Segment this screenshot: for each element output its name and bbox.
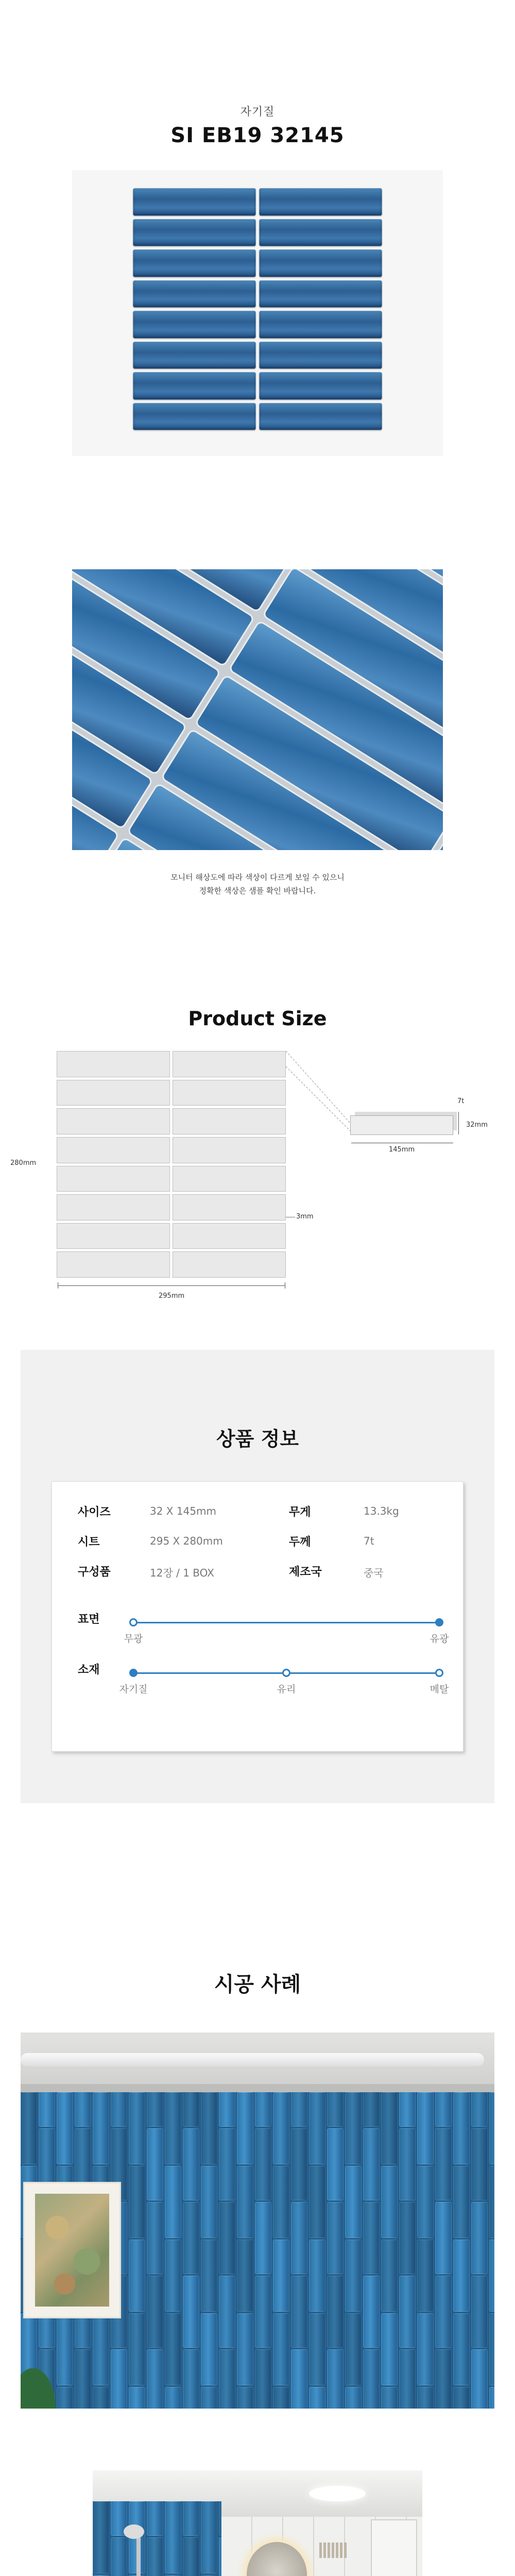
wall-tile — [327, 2202, 344, 2274]
sheet-tile — [259, 249, 382, 277]
sheet-tile — [259, 219, 382, 247]
wall-tile — [381, 2313, 398, 2385]
sheet-tile — [133, 219, 256, 247]
sheet-width-label: 295mm — [159, 1292, 185, 1300]
wall-tile — [165, 2313, 181, 2385]
product-sheet-photo — [72, 170, 443, 456]
wall-tile — [471, 2202, 488, 2274]
info-value-origin: 중국 — [364, 1567, 384, 1579]
surface-label: 표면 — [78, 1613, 100, 1626]
wall-tile — [147, 2128, 163, 2200]
dimension-tile — [173, 1137, 286, 1163]
towel-rack — [319, 2543, 348, 2558]
info-label-size: 사이즈 — [78, 1506, 111, 1519]
sheet-tile — [133, 372, 256, 400]
wall-tile — [237, 2387, 253, 2409]
wall-tile — [291, 2092, 307, 2127]
sheet-tile — [259, 342, 382, 369]
tile-thickness-label: 7t — [457, 1097, 465, 1105]
product-closeup-photo — [72, 569, 443, 850]
wall-tile — [345, 2166, 362, 2238]
wall-tile — [417, 2240, 434, 2312]
wall-tile — [363, 2202, 380, 2274]
dimension-tile — [57, 1137, 170, 1163]
sheet-tile — [133, 249, 256, 277]
wall-tile — [219, 2276, 235, 2348]
dimension-tile — [57, 1080, 170, 1106]
sheet-tile — [259, 188, 382, 216]
wall-tile — [93, 2501, 109, 2573]
wall-tile — [219, 2092, 235, 2127]
material-label: 소재 — [78, 1664, 100, 1676]
surface-option-glossy[interactable]: 유광 — [430, 1633, 449, 1645]
wall-tile — [453, 2240, 470, 2312]
wall-tile — [345, 2240, 362, 2312]
wall-tile — [273, 2092, 289, 2164]
product-size-title: Product Size — [188, 1007, 327, 1030]
wall-tile — [165, 2092, 181, 2164]
wall-tile — [399, 2128, 416, 2200]
dimension-tile — [57, 1166, 170, 1192]
joint-width-label: 3mm — [296, 1213, 314, 1221]
dimension-tile — [57, 1251, 170, 1278]
tile-width-label: 32mm — [466, 1121, 488, 1129]
wall-tile — [219, 2128, 235, 2200]
wall-tile — [489, 2166, 494, 2238]
wall-tile — [291, 2202, 307, 2274]
info-card — [52, 1481, 464, 1752]
wall-tile — [255, 2349, 271, 2409]
wall-tile — [111, 2349, 127, 2409]
plant-leaf — [21, 2357, 62, 2409]
wall-tile — [327, 2349, 344, 2409]
wall-tile — [471, 2349, 488, 2409]
wall-tile — [201, 2501, 217, 2573]
dimension-tile — [173, 1223, 286, 1249]
wall-tile — [93, 2313, 109, 2385]
wall-tile — [435, 2349, 452, 2409]
wall-art-picture — [35, 2194, 109, 2307]
shower-rail — [136, 2532, 141, 2576]
wall-tile — [255, 2276, 271, 2348]
wall-tile — [183, 2092, 199, 2127]
category-label: 자기질 — [240, 106, 275, 118]
info-value-contents: 12장 / 1 BOX — [150, 1567, 214, 1579]
wall-tile — [435, 2092, 452, 2127]
dimension-tile — [173, 1108, 286, 1134]
wall-tile — [489, 2313, 494, 2385]
material-option-porcelain-dot[interactable] — [129, 1669, 138, 1677]
wall-tile — [21, 2092, 37, 2164]
wall-tile — [129, 2313, 145, 2385]
wall-tile — [489, 2092, 494, 2164]
wall-tile — [327, 2092, 344, 2127]
wall-tile — [363, 2092, 380, 2127]
wall-tile — [129, 2166, 145, 2238]
wall-tile — [435, 2128, 452, 2200]
info-label-weight: 무게 — [289, 1506, 311, 1519]
wall-tile — [309, 2240, 325, 2312]
wall-tile — [165, 2166, 181, 2238]
dimension-tile — [173, 1166, 286, 1192]
dimension-tile — [57, 1108, 170, 1134]
wall-tile — [327, 2276, 344, 2348]
info-label-contents: 구성품 — [78, 1566, 111, 1579]
wall-tile — [327, 2128, 344, 2200]
wall-tile — [183, 2501, 199, 2536]
material-option-metal[interactable]: 메탈 — [430, 1684, 449, 1695]
info-label-origin: 제조국 — [289, 1566, 322, 1579]
wall-tile — [219, 2202, 235, 2274]
projection-lines — [283, 1046, 360, 1133]
material-option-glass-dot[interactable] — [282, 1669, 290, 1677]
wall-tile — [111, 2092, 127, 2127]
wall-tile — [147, 2349, 163, 2409]
wall-tile — [273, 2166, 289, 2238]
wall-tile — [363, 2276, 380, 2348]
material-option-metal-dot[interactable] — [435, 1669, 443, 1677]
wall-tile — [183, 2537, 199, 2576]
closeup-tiles — [72, 569, 443, 850]
wall-tile — [183, 2276, 199, 2348]
info-value-weight: 13.3kg — [364, 1505, 399, 1517]
wall-tile — [435, 2276, 452, 2348]
installation-cases-title: 시공 사례 — [214, 1973, 301, 1996]
wall-tile — [75, 2092, 91, 2127]
wall-tile — [309, 2092, 325, 2164]
wall-tile — [273, 2240, 289, 2312]
wall-tile — [255, 2128, 271, 2200]
wall-tile — [75, 2349, 91, 2409]
wall-tile — [363, 2128, 380, 2200]
wall-tile — [399, 2349, 416, 2409]
material-option-glass[interactable]: 유리 — [277, 1684, 296, 1695]
info-value-sheet: 295 X 280mm — [150, 1535, 223, 1547]
wall-tile — [165, 2240, 181, 2312]
wall-tile — [201, 2313, 217, 2385]
sheet-tile — [133, 280, 256, 308]
wall-tile — [417, 2313, 434, 2385]
wall-tile — [291, 2349, 307, 2409]
surface-option-matte-dot[interactable] — [129, 1618, 138, 1626]
dimension-tile — [57, 1223, 170, 1249]
wall-tile — [453, 2092, 470, 2164]
wall-tile — [381, 2387, 398, 2409]
color-notice-line1: 모니터 해상도에 따라 색상이 다르게 보일 수 있으니 — [170, 873, 345, 882]
dimension-tile — [57, 1051, 170, 1077]
surface-option-matte[interactable]: 무광 — [124, 1633, 143, 1645]
case-photo-bathroom — [93, 2470, 422, 2576]
ceiling-light — [309, 2486, 366, 2501]
wall-tile — [453, 2166, 470, 2238]
wall-tile — [489, 2240, 494, 2312]
info-value-size: 32 X 145mm — [150, 1505, 217, 1517]
wall-tile — [183, 2202, 199, 2274]
product-code: SI EB19 32145 — [170, 124, 345, 147]
color-notice-line2: 정확한 색상은 샘플 확인 바랍니다. — [199, 886, 316, 895]
wall-tile — [255, 2092, 271, 2127]
info-label-thickness: 두께 — [289, 1536, 311, 1549]
shower-head — [124, 2524, 144, 2539]
wall-tile — [165, 2501, 181, 2573]
wall-tile — [201, 2092, 217, 2164]
wall-tile — [93, 2387, 109, 2409]
wall-tile — [147, 2276, 163, 2348]
wall-tile — [273, 2313, 289, 2385]
wall-tile — [417, 2092, 434, 2164]
single-tile — [350, 1115, 453, 1135]
sheet-tile — [259, 403, 382, 431]
wall-tile — [237, 2313, 253, 2385]
wall-tile — [399, 2092, 416, 2127]
wall-tile — [237, 2092, 253, 2164]
wall-tile — [381, 2166, 398, 2238]
wall-tile — [129, 2092, 145, 2164]
info-title: 상품 정보 — [216, 1428, 299, 1450]
wall-tile — [237, 2166, 253, 2238]
wall-tile — [381, 2240, 398, 2312]
wall-tile — [471, 2092, 488, 2127]
material-option-porcelain[interactable]: 자기질 — [119, 1684, 148, 1695]
wall-tile — [201, 2166, 217, 2238]
sheet-tile — [259, 280, 382, 308]
sheet-tile — [259, 311, 382, 338]
wall-tile — [345, 2092, 362, 2164]
wall-tile — [111, 2537, 127, 2576]
info-value-thickness: 7t — [364, 1535, 374, 1547]
wall-tile — [381, 2092, 398, 2164]
wall-tile — [417, 2166, 434, 2238]
wall-tile — [435, 2202, 452, 2274]
wall-tile — [201, 2240, 217, 2312]
wall-tile — [147, 2092, 163, 2127]
ceiling-pipe — [21, 2053, 484, 2066]
tile-length-label: 145mm — [389, 1146, 415, 1154]
size-diagram — [0, 1046, 515, 1314]
sheet-tile — [133, 403, 256, 431]
wall-tile — [165, 2387, 181, 2409]
bath-door — [371, 2519, 417, 2576]
dimension-tile — [173, 1051, 286, 1077]
wall-tile — [183, 2349, 199, 2409]
dimension-tile — [57, 1194, 170, 1221]
wall-art-frame — [23, 2182, 121, 2318]
bath-blue-tile-wall — [93, 2501, 221, 2576]
wall-tile — [399, 2202, 416, 2274]
wall-tile — [93, 2092, 109, 2164]
sheet-tile — [259, 372, 382, 400]
wall-tile — [471, 2276, 488, 2348]
wall-tile — [291, 2128, 307, 2200]
sheet-tile — [133, 188, 256, 216]
wall-tile — [345, 2387, 362, 2409]
wall-tile — [489, 2387, 494, 2409]
surface-option-glossy-dot[interactable] — [435, 1618, 443, 1626]
dimension-tile — [173, 1251, 286, 1278]
wall-tile — [273, 2387, 289, 2409]
wall-tile — [399, 2276, 416, 2348]
wall-tile — [129, 2240, 145, 2312]
wall-tile — [219, 2349, 235, 2409]
wall-tile — [345, 2313, 362, 2385]
wall-tile — [309, 2313, 325, 2385]
wall-tile — [183, 2128, 199, 2200]
case-photo-wall — [21, 2032, 494, 2409]
wall-tile — [255, 2202, 271, 2274]
surface-track — [133, 1622, 439, 1623]
dimension-tile — [173, 1194, 286, 1221]
wall-tile — [309, 2166, 325, 2238]
color-notice — [0, 871, 515, 897]
wall-tile — [363, 2349, 380, 2409]
sheet-tile — [133, 311, 256, 338]
wall-tile — [57, 2092, 73, 2164]
wall-tile — [309, 2387, 325, 2409]
info-label-sheet: 시트 — [78, 1536, 100, 1549]
wall-tile — [453, 2313, 470, 2385]
wall-tile — [471, 2128, 488, 2200]
sheet-tile — [133, 342, 256, 369]
wall-tile — [453, 2387, 470, 2409]
wall-tile — [147, 2202, 163, 2274]
wall-tile — [237, 2240, 253, 2312]
wall-tile — [201, 2387, 217, 2409]
wall-tile — [417, 2387, 434, 2409]
wall-tile — [39, 2092, 55, 2127]
sheet-height-label: 280mm — [10, 1159, 37, 1167]
wall-tile — [291, 2276, 307, 2348]
wall-tile — [147, 2537, 163, 2576]
wall-tile — [129, 2387, 145, 2409]
dimension-tile — [173, 1080, 286, 1106]
wall-tile — [147, 2501, 163, 2536]
